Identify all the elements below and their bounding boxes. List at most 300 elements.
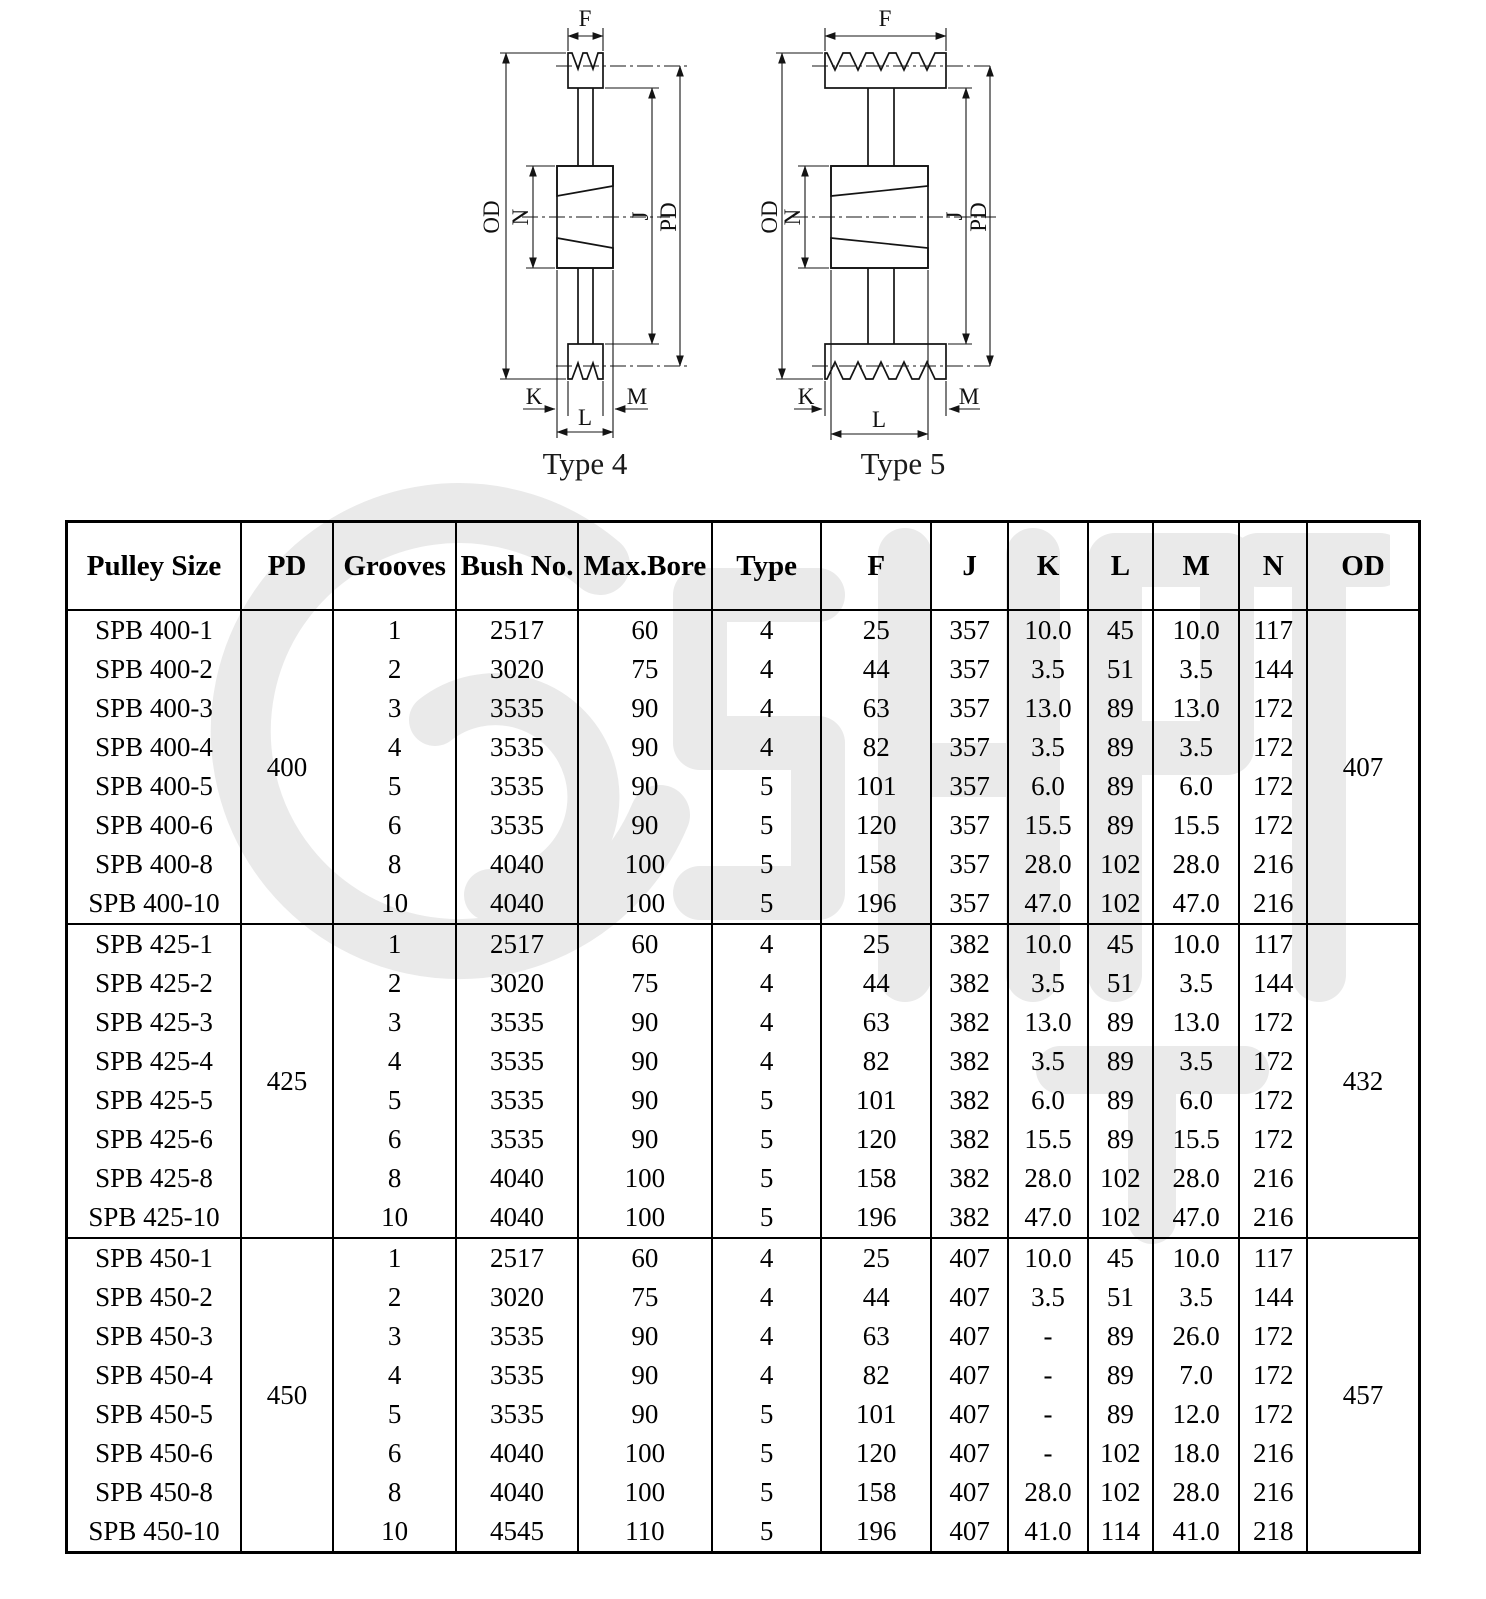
pulley-size-cell: SPB 450-2 <box>67 1278 242 1317</box>
table-cell: 75 <box>578 1278 712 1317</box>
column-header-bush-no: Bush No. <box>456 522 578 611</box>
dim-label-k: K <box>797 384 815 409</box>
table-header <box>67 522 1420 611</box>
table-cell: 15.5 <box>1008 806 1088 845</box>
pulley-size-cell: SPB 400-1 <box>67 610 242 650</box>
table-cell: 101 <box>821 1081 931 1120</box>
table-cell: 3535 <box>456 1003 578 1042</box>
table-cell: 144 <box>1239 650 1307 689</box>
table-row <box>67 924 1420 964</box>
column-header-pd: PD <box>241 522 333 611</box>
table-cell: 5 <box>712 1395 822 1434</box>
pulley-size-cell: SPB 450-4 <box>67 1356 242 1395</box>
table-cell: 3.5 <box>1153 728 1240 767</box>
table-cell: 102 <box>1088 1434 1153 1473</box>
table-cell: 4 <box>712 964 822 1003</box>
table-cell: 2 <box>333 964 456 1003</box>
dim-label-od: OD <box>479 200 504 234</box>
table-cell: 407 <box>931 1512 1008 1553</box>
header-row <box>67 522 1420 611</box>
drawing-type4 <box>430 8 740 493</box>
table-cell: 26.0 <box>1153 1317 1240 1356</box>
table-cell: 3535 <box>456 1395 578 1434</box>
table-cell: 5 <box>712 1473 822 1512</box>
table-cell: 172 <box>1239 1356 1307 1395</box>
table-cell: 3535 <box>456 806 578 845</box>
table-cell: 90 <box>578 1356 712 1395</box>
pulley-size-cell: SPB 425-6 <box>67 1120 242 1159</box>
table-cell: 5 <box>712 884 822 924</box>
table-cell: 216 <box>1239 884 1307 924</box>
table-cell: 2517 <box>456 1238 578 1278</box>
type5-diagram <box>748 8 1058 442</box>
table-cell: 2 <box>333 1278 456 1317</box>
table-cell: 3020 <box>456 1278 578 1317</box>
table-cell: 89 <box>1088 1042 1153 1081</box>
dim-label-n: N <box>508 208 533 226</box>
table-cell: 60 <box>578 924 712 964</box>
table-cell: 13.0 <box>1008 689 1088 728</box>
pulley-size-cell: SPB 425-8 <box>67 1159 242 1198</box>
table-cell: 3535 <box>456 689 578 728</box>
table-cell: 216 <box>1239 1434 1307 1473</box>
table-cell: 90 <box>578 767 712 806</box>
column-header-f: F <box>821 522 931 611</box>
pulley-size-cell: SPB 400-6 <box>67 806 242 845</box>
table-cell: 102 <box>1088 1159 1153 1198</box>
drawing-type5 <box>748 8 1058 493</box>
table-cell: 102 <box>1088 845 1153 884</box>
table-cell: 60 <box>578 1238 712 1278</box>
table-cell: 4 <box>712 1317 822 1356</box>
table-cell: 18.0 <box>1153 1434 1240 1473</box>
table-cell: 28.0 <box>1008 1473 1088 1512</box>
pulley-size-cell: SPB 425-1 <box>67 924 242 964</box>
table-cell: 382 <box>931 1081 1008 1120</box>
table-cell: 100 <box>578 1159 712 1198</box>
table-cell: 5 <box>712 1198 822 1238</box>
table-cell: 10 <box>333 884 456 924</box>
table-cell: 382 <box>931 1003 1008 1042</box>
table-cell: 382 <box>931 1198 1008 1238</box>
table-cell: 216 <box>1239 845 1307 884</box>
table-cell: 3535 <box>456 767 578 806</box>
table-cell: 3535 <box>456 1356 578 1395</box>
table-cell: 82 <box>821 1042 931 1081</box>
table-cell: 172 <box>1239 728 1307 767</box>
table-cell: 100 <box>578 1198 712 1238</box>
table-cell: 47.0 <box>1153 884 1240 924</box>
table-cell: 12.0 <box>1153 1395 1240 1434</box>
table-cell: 63 <box>821 1317 931 1356</box>
table-cell: 45 <box>1088 924 1153 964</box>
dim-label-f: F <box>578 8 592 31</box>
column-header-j: J <box>931 522 1008 611</box>
column-header-k: K <box>1008 522 1088 611</box>
table-cell: 41.0 <box>1008 1512 1088 1553</box>
table-cell: 196 <box>821 1512 931 1553</box>
drawing-type4-caption: Type 4 <box>542 446 628 481</box>
table-cell: 158 <box>821 1159 931 1198</box>
pulley-size-cell: SPB 425-3 <box>67 1003 242 1042</box>
table-cell: 4 <box>333 1356 456 1395</box>
table-cell: 5 <box>712 1434 822 1473</box>
column-header-n: N <box>1239 522 1307 611</box>
dim-label-m: M <box>958 384 980 409</box>
table-cell: 3 <box>333 689 456 728</box>
table-cell: 120 <box>821 1120 931 1159</box>
table-cell: 172 <box>1239 767 1307 806</box>
table-cell: 102 <box>1088 1473 1153 1512</box>
pulley-spec-table <box>65 520 1421 1554</box>
table-cell: 196 <box>821 884 931 924</box>
table-cell: 44 <box>821 650 931 689</box>
table-cell: 117 <box>1239 924 1307 964</box>
table-cell: - <box>1008 1317 1088 1356</box>
table-cell: - <box>1008 1395 1088 1434</box>
table-cell: 100 <box>578 884 712 924</box>
table-cell: 114 <box>1088 1512 1153 1553</box>
table-cell: 6 <box>333 1120 456 1159</box>
table-cell: 51 <box>1088 650 1153 689</box>
table-cell: 89 <box>1088 1120 1153 1159</box>
table-cell: 382 <box>931 1159 1008 1198</box>
table-cell: 110 <box>578 1512 712 1553</box>
table-cell: 28.0 <box>1008 845 1088 884</box>
table-cell: 407 <box>931 1473 1008 1512</box>
table-cell: 357 <box>931 689 1008 728</box>
table-cell: 51 <box>1088 1278 1153 1317</box>
table-cell: 5 <box>712 806 822 845</box>
table-cell: 357 <box>931 884 1008 924</box>
table-cell: 75 <box>578 964 712 1003</box>
table-cell: 13.0 <box>1153 689 1240 728</box>
table-cell: 90 <box>578 1081 712 1120</box>
table-cell: 4 <box>712 728 822 767</box>
table-cell: 5 <box>333 767 456 806</box>
table-cell: 102 <box>1088 1198 1153 1238</box>
table-cell: 172 <box>1239 1003 1307 1042</box>
table-cell: 2 <box>333 650 456 689</box>
dim-label-n: N <box>780 208 805 226</box>
table-cell: 6.0 <box>1153 767 1240 806</box>
table-cell: 172 <box>1239 1317 1307 1356</box>
table-cell: 89 <box>1088 1395 1153 1434</box>
table-cell: 89 <box>1088 1081 1153 1120</box>
table-cell: 45 <box>1088 610 1153 650</box>
table-cell: 3.5 <box>1008 650 1088 689</box>
table-cell: 3020 <box>456 964 578 1003</box>
table-cell: 4040 <box>456 1159 578 1198</box>
pulley-size-cell: SPB 425-10 <box>67 1198 242 1238</box>
table-cell: 5 <box>712 1081 822 1120</box>
table-cell: 7.0 <box>1153 1356 1240 1395</box>
table-cell: 3.5 <box>1008 1278 1088 1317</box>
table-cell: 6 <box>333 1434 456 1473</box>
dim-label-pd: PD <box>966 202 991 232</box>
table-cell: 158 <box>821 845 931 884</box>
table-cell: 25 <box>821 924 931 964</box>
table-cell: 216 <box>1239 1159 1307 1198</box>
dim-label-l: L <box>871 407 887 432</box>
od-group-cell: 457 <box>1307 1238 1419 1553</box>
table-cell: 407 <box>931 1278 1008 1317</box>
table-cell: 172 <box>1239 1120 1307 1159</box>
table-cell: 3535 <box>456 1120 578 1159</box>
table-cell: 120 <box>821 1434 931 1473</box>
pulley-size-cell: SPB 425-2 <box>67 964 242 1003</box>
table-cell: 4 <box>712 650 822 689</box>
table-cell: 172 <box>1239 689 1307 728</box>
table-cell: 5 <box>712 767 822 806</box>
dim-label-od: OD <box>757 200 782 234</box>
table-row <box>67 610 1420 650</box>
table-cell: 3.5 <box>1008 1042 1088 1081</box>
column-header-pulley-size: Pulley Size <box>67 522 242 611</box>
dim-label-j: J <box>628 211 653 221</box>
table-cell: 8 <box>333 845 456 884</box>
table-cell: 28.0 <box>1008 1159 1088 1198</box>
table-cell: 3 <box>333 1003 456 1042</box>
table-cell: 357 <box>931 806 1008 845</box>
table-cell: - <box>1008 1434 1088 1473</box>
table-cell: 25 <box>821 1238 931 1278</box>
table-cell: 172 <box>1239 806 1307 845</box>
table-cell: 172 <box>1239 1081 1307 1120</box>
table-cell: 44 <box>821 964 931 1003</box>
table-cell: 101 <box>821 767 931 806</box>
table-cell: 216 <box>1239 1473 1307 1512</box>
table-cell: 4 <box>712 1356 822 1395</box>
pulley-size-cell: SPB 450-10 <box>67 1512 242 1553</box>
pd-group-cell: 425 <box>241 924 333 1238</box>
table-cell: 4 <box>712 689 822 728</box>
table-cell: 2517 <box>456 610 578 650</box>
table-cell: 90 <box>578 1317 712 1356</box>
table-cell: 47.0 <box>1008 1198 1088 1238</box>
table-cell: 8 <box>333 1473 456 1512</box>
table-cell: 3.5 <box>1153 650 1240 689</box>
table-cell: 216 <box>1239 1198 1307 1238</box>
table-cell: 5 <box>712 1159 822 1198</box>
table-cell: 2517 <box>456 924 578 964</box>
table-cell: 100 <box>578 1473 712 1512</box>
table-cell: 47.0 <box>1153 1198 1240 1238</box>
table-cell: 3535 <box>456 728 578 767</box>
table-cell: 89 <box>1088 728 1153 767</box>
table-cell: 382 <box>931 1042 1008 1081</box>
table-cell: 82 <box>821 728 931 767</box>
table-cell: 4 <box>712 610 822 650</box>
pulley-size-cell: SPB 425-5 <box>67 1081 242 1120</box>
pulley-size-cell: SPB 450-8 <box>67 1473 242 1512</box>
table-cell: 1 <box>333 924 456 964</box>
table-cell: 4040 <box>456 1198 578 1238</box>
pulley-size-cell: SPB 450-1 <box>67 1238 242 1278</box>
pulley-size-cell: SPB 450-6 <box>67 1434 242 1473</box>
table-cell: 10 <box>333 1512 456 1553</box>
dim-label-k: K <box>525 384 543 409</box>
table-cell: 357 <box>931 610 1008 650</box>
table-cell: 10.0 <box>1153 610 1240 650</box>
table-body <box>67 610 1420 1553</box>
table-cell: 117 <box>1239 610 1307 650</box>
pulley-size-cell: SPB 450-3 <box>67 1317 242 1356</box>
table-row <box>67 1238 1420 1278</box>
table-cell: 3.5 <box>1008 728 1088 767</box>
table-cell: 6.0 <box>1153 1081 1240 1120</box>
table-cell: 144 <box>1239 964 1307 1003</box>
table-cell: 89 <box>1088 1317 1153 1356</box>
column-header-l: L <box>1088 522 1153 611</box>
table-cell: 4040 <box>456 845 578 884</box>
table-cell: 15.5 <box>1008 1120 1088 1159</box>
column-header-od: OD <box>1307 522 1419 611</box>
table-cell: 357 <box>931 767 1008 806</box>
table-cell: 4 <box>712 1238 822 1278</box>
table-cell: 3535 <box>456 1081 578 1120</box>
column-header-grooves: Grooves <box>333 522 456 611</box>
pulley-size-cell: SPB 400-5 <box>67 767 242 806</box>
pulley-size-cell: SPB 400-10 <box>67 884 242 924</box>
table-cell: 6.0 <box>1008 1081 1088 1120</box>
pulley-size-cell: SPB 400-8 <box>67 845 242 884</box>
column-header-max-bore: Max.Bore <box>578 522 712 611</box>
table-cell: 6.0 <box>1008 767 1088 806</box>
table-cell: 407 <box>931 1238 1008 1278</box>
table-cell: 89 <box>1088 1003 1153 1042</box>
pulley-size-cell: SPB 400-2 <box>67 650 242 689</box>
table-cell: 10.0 <box>1008 610 1088 650</box>
table-cell: 90 <box>578 806 712 845</box>
od-group-cell: 407 <box>1307 610 1419 924</box>
table-cell: 90 <box>578 728 712 767</box>
table-cell: 28.0 <box>1153 1473 1240 1512</box>
table-cell: 90 <box>578 1395 712 1434</box>
table-cell: 60 <box>578 610 712 650</box>
table-cell: 196 <box>821 1198 931 1238</box>
table-cell: 407 <box>931 1434 1008 1473</box>
table-cell: 382 <box>931 1120 1008 1159</box>
dim-label-l: L <box>577 405 593 430</box>
table-cell: 158 <box>821 1473 931 1512</box>
table-cell: 102 <box>1088 884 1153 924</box>
table-cell: 4545 <box>456 1512 578 1553</box>
table-cell: 6 <box>333 806 456 845</box>
table-cell: 5 <box>333 1395 456 1434</box>
table-cell: 90 <box>578 1120 712 1159</box>
table-cell: 15.5 <box>1153 806 1240 845</box>
pd-group-cell: 400 <box>241 610 333 924</box>
table-cell: 44 <box>821 1278 931 1317</box>
table-cell: 382 <box>931 964 1008 1003</box>
table-cell: 75 <box>578 650 712 689</box>
table-cell: 5 <box>712 1512 822 1553</box>
table-cell: 5 <box>333 1081 456 1120</box>
table-cell: 3.5 <box>1008 964 1088 1003</box>
table-cell: 10.0 <box>1008 924 1088 964</box>
table-cell: 5 <box>712 1120 822 1159</box>
table-cell: 13.0 <box>1153 1003 1240 1042</box>
table-cell: 357 <box>931 728 1008 767</box>
table-cell: 41.0 <box>1153 1512 1240 1553</box>
table-cell: 63 <box>821 1003 931 1042</box>
pulley-size-cell: SPB 425-4 <box>67 1042 242 1081</box>
table-cell: 3 <box>333 1317 456 1356</box>
dim-label-m: M <box>626 384 648 409</box>
table-cell: 117 <box>1239 1238 1307 1278</box>
table-cell: 407 <box>931 1317 1008 1356</box>
table-cell: 100 <box>578 1434 712 1473</box>
od-group-cell: 432 <box>1307 924 1419 1238</box>
table-cell: 3535 <box>456 1042 578 1081</box>
drawing-type5-caption: Type 5 <box>860 446 946 481</box>
type4-diagram <box>430 8 740 442</box>
table-cell: 3.5 <box>1153 964 1240 1003</box>
dim-label-pd: PD <box>656 202 681 232</box>
table-cell: 10.0 <box>1153 924 1240 964</box>
table-cell: 100 <box>578 845 712 884</box>
table-cell: 3020 <box>456 650 578 689</box>
table-cell: 89 <box>1088 1356 1153 1395</box>
table-cell: 407 <box>931 1356 1008 1395</box>
table-cell: 89 <box>1088 689 1153 728</box>
table-cell: 120 <box>821 806 931 845</box>
table-cell: 382 <box>931 924 1008 964</box>
table-cell: 25 <box>821 610 931 650</box>
table-cell: 45 <box>1088 1238 1153 1278</box>
table-cell: 8 <box>333 1159 456 1198</box>
pulley-size-cell: SPB 400-3 <box>67 689 242 728</box>
table-cell: 13.0 <box>1008 1003 1088 1042</box>
table-cell: 10 <box>333 1198 456 1238</box>
table-cell: 144 <box>1239 1278 1307 1317</box>
table-cell: 3.5 <box>1153 1278 1240 1317</box>
table-cell: 4040 <box>456 1434 578 1473</box>
table-cell: 3.5 <box>1153 1042 1240 1081</box>
table-cell: 1 <box>333 1238 456 1278</box>
table-cell: 4040 <box>456 884 578 924</box>
table-cell: 172 <box>1239 1042 1307 1081</box>
table-cell: 63 <box>821 689 931 728</box>
table-cell: 89 <box>1088 806 1153 845</box>
dim-label-f: F <box>878 8 892 31</box>
table-cell: 10.0 <box>1153 1238 1240 1278</box>
table-cell: 28.0 <box>1153 845 1240 884</box>
table-cell: 4040 <box>456 1473 578 1512</box>
table-cell: 90 <box>578 1003 712 1042</box>
pulley-size-cell: SPB 450-5 <box>67 1395 242 1434</box>
table-cell: 407 <box>931 1395 1008 1434</box>
table-cell: 4 <box>712 924 822 964</box>
column-header-m: M <box>1153 522 1240 611</box>
table-cell: 5 <box>712 845 822 884</box>
table-cell: 357 <box>931 650 1008 689</box>
pd-group-cell: 450 <box>241 1238 333 1553</box>
table-cell: 1 <box>333 610 456 650</box>
column-header-type: Type <box>712 522 822 611</box>
table-cell: 82 <box>821 1356 931 1395</box>
table-cell: 51 <box>1088 964 1153 1003</box>
table-cell: 90 <box>578 689 712 728</box>
table-cell: 90 <box>578 1042 712 1081</box>
table-cell: 4 <box>333 1042 456 1081</box>
table-cell: 357 <box>931 845 1008 884</box>
table-cell: 4 <box>712 1003 822 1042</box>
table-cell: 15.5 <box>1153 1120 1240 1159</box>
table-cell: 172 <box>1239 1395 1307 1434</box>
table-cell: 101 <box>821 1395 931 1434</box>
